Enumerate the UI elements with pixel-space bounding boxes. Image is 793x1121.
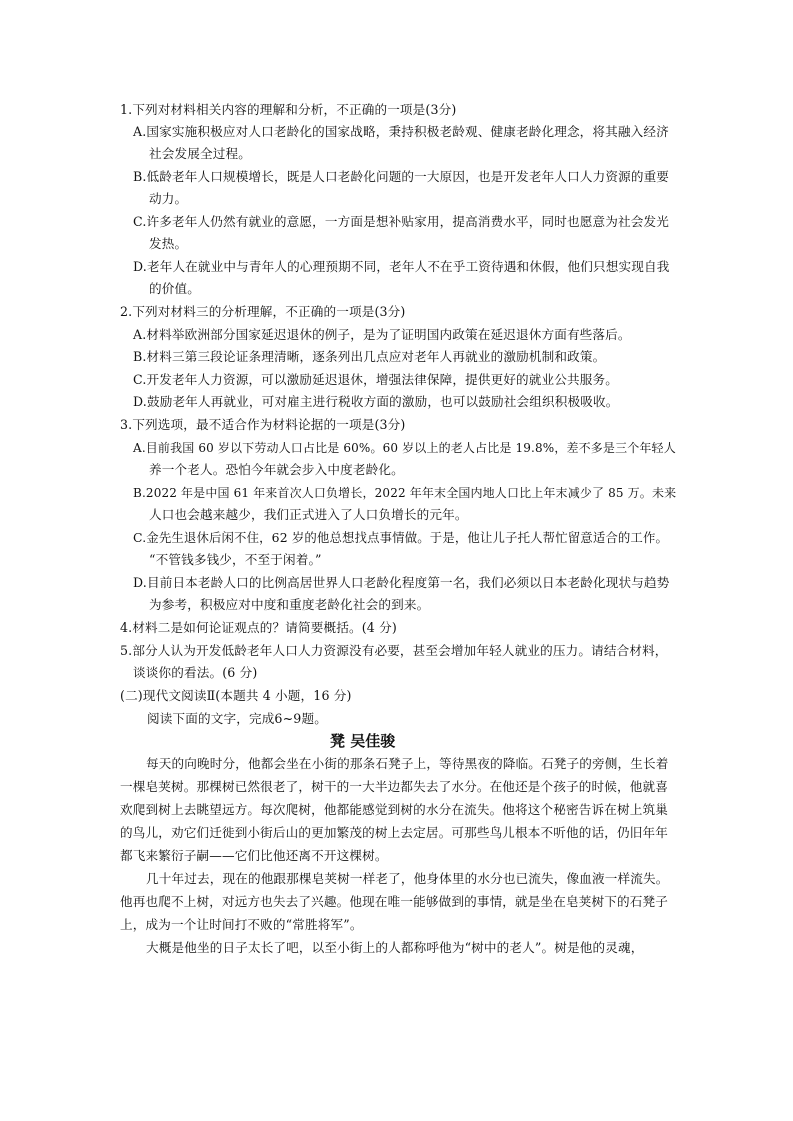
story-p2-line3: 上，成为一个让时间打不败的“常胜将军”。 <box>120 917 363 932</box>
q2-option-a: A.材料举欧洲部分国家延迟退休的例子，是为了证明国内政策在延迟退休方面有些落后。 <box>133 327 631 342</box>
q3-option-d-line1: D.目前日本老龄人口的比例高居世界人口老龄化程度第一名，我们必须以日本老龄化现状与趋势 <box>133 575 670 590</box>
q3-option-a-line1: A.目前我国 60 岁以下劳动人口占比是 60%。60 岁以上的老人占比是 19.8%，差不多是三个年轻人 <box>133 441 676 455</box>
q1-option-c-line1: C.许多老年人仍然有就业的意愿，一方面是想补贴家用，提高消费水平，同时也愿意为社会发光 <box>133 214 669 229</box>
q3-option-b-line2: 人口也会越来越少，我们正式进入了人口负增长的元年。 <box>149 507 468 522</box>
q3-stem: 3.下列选项，最不适合作为材料论据的一项是(3分) <box>120 417 406 432</box>
q1-option-d-line1: D.老年人在就业中与青年人的心理预期不同，老年人不在乎工资待遇和休假，他们只想实现自我 <box>133 259 670 274</box>
q1-stem: 1.下列对材料相关内容的理解和分析，不正确的一项是(3分) <box>120 102 457 117</box>
q3-option-c-line2: “不管钱多钱少，不至于闲着。” <box>149 552 322 567</box>
q3-option-a-line2: 养一个老人。恐怕今年就会步入中度老龄化。 <box>149 462 404 477</box>
q1-option-a-line1: A.国家实施积极应对人口老龄化的国家战略，秉持积极老龄观、健康老龄化理念，将其融入经济 <box>133 124 669 139</box>
story-p1-line5: 都飞来繁衍子嗣——它们比他还离不开这棵树。 <box>120 848 388 863</box>
q2-option-c: C.开发老年人力资源，可以激励延迟退休，增强法律保障，提供更好的就业公共服务。 <box>133 372 619 387</box>
q3-option-c-line1: C.金先生退休后闲不住，62 岁的他总想找点事情做。于是，他让儿子托人帮忙留意适合的工作。 <box>133 530 669 545</box>
story-p1-line4: 的鸟儿，劝它们迁徙到小街后山的更加繁茂的树上去定居。可那些鸟儿根本不听他的话，仍旧年年 <box>120 825 668 840</box>
q5-stem-line1: 5.部分人认为开发低龄老年人口人力资源没有必要，甚至会增加年轻人就业的压力。请结合材料， <box>120 643 668 658</box>
section-instruction: 阅读下面的文字，完成6~9题。 <box>147 711 327 726</box>
q1-option-a-line2: 社会发展全过程。 <box>149 146 251 161</box>
q1-option-b-line1: B.低龄老年人口规模增长，既是人口老龄化问题的一大原因，也是开发老年人口人力资源的重要 <box>133 169 670 184</box>
q1-option-b-line2: 动力。 <box>149 191 188 206</box>
q5-stem-line2: 谈谈你的看法。(6 分) <box>133 665 258 680</box>
story-p1-line3: 欢爬到树上去眺望远方。每次爬树，他都能感觉到树的水分在流失。他将这个秘密告诉在树上筑巢 <box>120 802 668 817</box>
q2-option-b: B.材料三第三段论证条理清晰，逐条列出几点应对老年人再就业的激励机制和政策。 <box>133 349 606 364</box>
q2-stem: 2.下列对材料三的分析理解，不正确的一项是(3分) <box>120 304 406 319</box>
q2-option-d: D.鼓励老年人再就业，可对雇主进行税收方面的激励，也可以鼓励社会组织积极吸收。 <box>133 394 619 409</box>
q1-option-c-line2: 发热。 <box>149 236 188 251</box>
story-p1-line1: 每天的向晚时分，他都会坐在小街的那条石凳子上，等待黑夜的降临。石凳子的旁侧，生长着 <box>146 756 669 771</box>
q4-stem: 4.材料二是如何论证观点的？请简要概括。(4 分) <box>120 620 397 635</box>
q3-option-b-line1: B.2022 年是中国 61 年来首次人口负增长，2022 年年末全国内地人口比上年末减少了 85 万。未来 <box>133 486 677 500</box>
story-title: 凳 吴佳骏 <box>330 732 396 750</box>
q3-option-d-line2: 为参考，积极应对中度和重度老龄化社会的到来。 <box>149 597 430 612</box>
story-p1-line2: 一棵皂荚树。那棵树已然很老了，树干的一大半边都失去了水分。在他还是个孩子的时候，他就喜 <box>120 779 668 794</box>
story-p2-line2: 他再也爬不上树，对远方也失去了兴趣。他现在唯一能够做到的事情，就是坐在皂荚树下的石凳子 <box>120 894 668 909</box>
q1-option-d-line2: 的价值。 <box>149 281 200 296</box>
section-heading: (二)现代文阅读Ⅱ(本题共 4 小题，16 分) <box>120 688 352 703</box>
story-p3-line1: 大概是他坐的日子太长了吧，以至小街上的人都称呼他为“树中的老人”。树是他的灵魂， <box>146 940 644 955</box>
story-p2-line1: 几十年过去，现在的他跟那棵皂荚树一样老了，他身体里的水分也已流失，像血液一样流失。 <box>146 871 669 886</box>
